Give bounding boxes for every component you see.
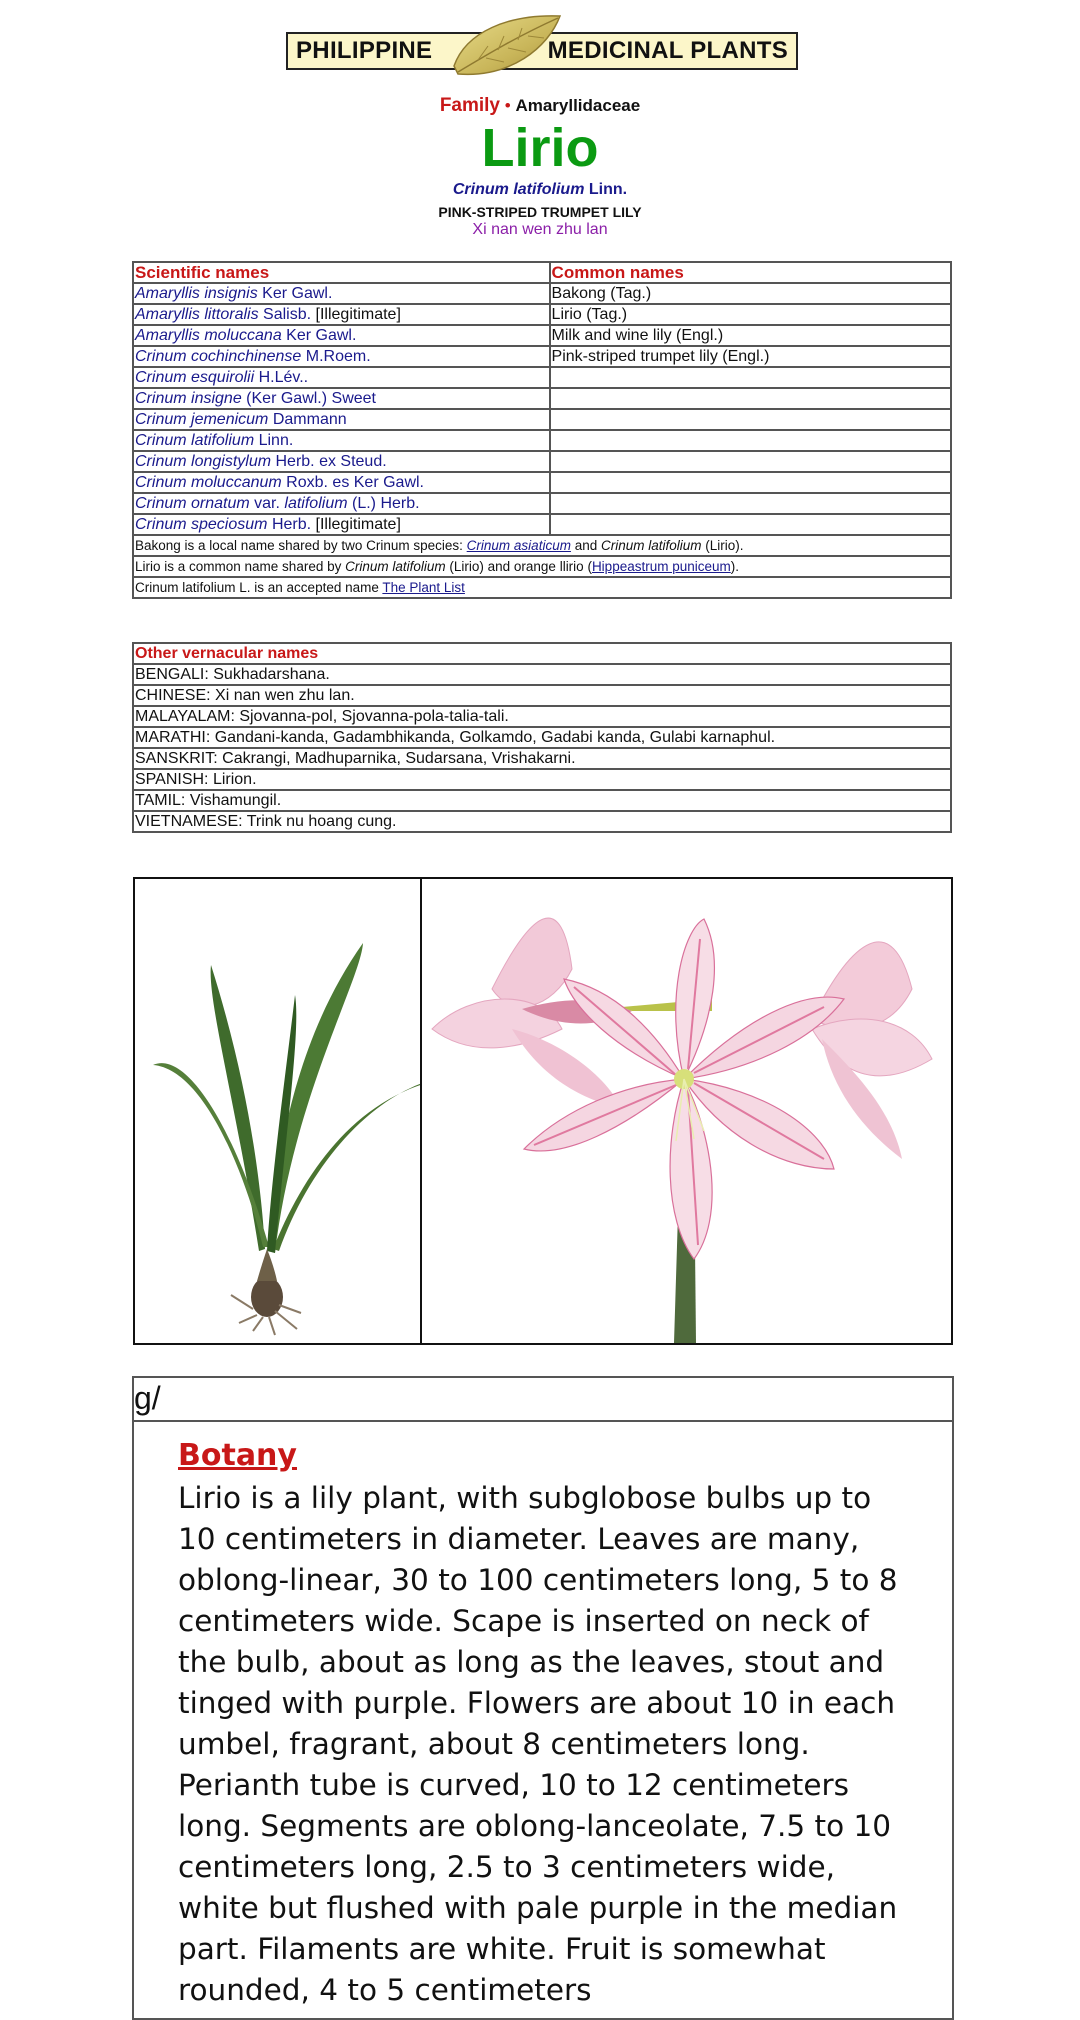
vernacular-name-cell: MALAYALAM: Sjovanna-pol, Sjovanna-pola-talia-tali. <box>133 706 951 727</box>
common-name-cell <box>550 493 951 514</box>
scientific-name-cell <box>133 493 550 514</box>
note-text: and <box>570 538 601 553</box>
scientific-author: Ker Gawl. <box>262 285 333 302</box>
common-name-cell <box>550 367 951 388</box>
vernacular-name-cell: CHINESE: Xi nan wen zhu lan. <box>133 685 951 706</box>
note-text: (Lirio) and orange llirio ( <box>445 559 592 574</box>
note-text: Lirio is a common name shared by <box>135 559 346 574</box>
note-accepted <box>133 577 951 598</box>
scientific-binomial: Crinum moluccanum <box>135 474 282 491</box>
vernacular-row <box>133 706 951 727</box>
vernacular-row <box>133 664 951 685</box>
scientific-binomial: Crinum cochinchinense <box>135 348 302 365</box>
common-name-cell <box>550 472 951 493</box>
vernacular-row <box>133 811 951 832</box>
note-italic: Crinum latifolium <box>600 538 702 553</box>
crinum-asiaticum-link[interactable]: Crinum asiaticum <box>466 538 571 553</box>
names-table-row <box>133 451 951 472</box>
scientific-author: Herb. <box>271 516 312 533</box>
scientific-binomial: Crinum jemenicum <box>135 411 269 428</box>
note-row-bakong <box>133 535 951 556</box>
vernacular-table <box>132 642 952 833</box>
scientific-binomial: Amaryllis moluccana <box>135 327 282 344</box>
names-table-row <box>133 283 951 304</box>
scientific-binomial: Amaryllis littoralis <box>135 306 259 323</box>
illegitimate-tag: [Illegitimate] <box>315 516 401 533</box>
common-name-cell <box>550 430 951 451</box>
page-title: Lirio <box>481 118 599 178</box>
common-name-cell: Pink-striped trumpet lily (Engl.) <box>550 346 951 367</box>
names-table-row <box>133 409 951 430</box>
note-bakong <box>133 535 951 556</box>
vernacular-name-cell: BENGALI: Sukhadarshana. <box>133 664 951 685</box>
scientific-name-cell <box>133 388 550 409</box>
names-table-row <box>133 388 951 409</box>
scientific-name-cell <box>133 514 550 535</box>
scientific-binomial: Crinum speciosum <box>135 516 268 533</box>
note-row-accepted <box>133 577 951 598</box>
common-name-cell <box>550 451 951 472</box>
family-name: Amaryllidaceae <box>515 96 641 115</box>
vernacular-name-cell: SPANISH: Lirion. <box>133 769 951 790</box>
scientific-author: Roxb. es Ker Gawl. <box>286 474 424 491</box>
scientific-name-cell <box>133 304 550 325</box>
the-plant-list-link[interactable]: The Plant List <box>382 580 465 595</box>
site-logo[interactable] <box>286 32 798 70</box>
names-table-row <box>133 304 951 325</box>
plant-whole-photo[interactable] <box>135 879 420 1343</box>
scientific-author: Salisb. <box>263 306 312 323</box>
scientific-binomial: Crinum esquirolii <box>135 369 255 386</box>
names-table-row <box>133 325 951 346</box>
scientific-binomial: Crinum longistylum <box>135 453 272 470</box>
note-text: Crinum latifolium L. is an accepted name <box>135 580 383 595</box>
common-name-cell <box>550 388 951 409</box>
common-name-cell: Bakong (Tag.) <box>550 283 951 304</box>
scientific-author: Ker Gawl. <box>286 327 357 344</box>
plant-photo-frame <box>133 877 953 1345</box>
scientific-name-cell <box>133 430 550 451</box>
logo-text-right: MEDICINAL PLANTS <box>547 37 788 64</box>
scientific-author: Linn. <box>258 432 294 449</box>
names-table-row <box>133 346 951 367</box>
scientific-binomial: Crinum ornatum <box>135 495 250 512</box>
vernacular-row <box>133 685 951 706</box>
note-text: Bakong is a local name shared by two Crinum species: <box>135 538 467 553</box>
scientific-names-header: Scientific names <box>133 262 550 283</box>
note-lirio <box>133 556 951 577</box>
scientific-binomial: Crinum latifolium <box>135 432 255 449</box>
botany-description: Lirio is a lily plant, with subglobose bulbs up to 10 centimeters in diameter. Leaves are many, oblong-linear, 30 to 100 centimeters long, 5 to 8 centimeters wide. Scape is inserted on neck of the bulb, about as long as the leaves, stout and tinged with purple. Flowers are about 10 in each umbel, fragrant, about 8 centimeters long. Perianth tube is curved, 10 to 12 centimeters long. Segments are oblong-lanceolate, 7.5 to 10 centimeters long, 2.5 to 3 centimeters wide, white but flushed with pale purple in the median part. Filaments are white. Fruit is somewhat rounded, 4 to 5 centimeters <box>178 1481 898 2007</box>
family-label: Family <box>439 95 501 116</box>
names-table-row <box>133 514 951 535</box>
logo-text-left: PHILIPPINE <box>296 37 433 64</box>
names-table-header-row <box>133 262 951 283</box>
note-text: ). <box>730 559 740 574</box>
scientific-author: Linn. <box>588 181 628 198</box>
family-line <box>0 95 1080 117</box>
note-text: (Lirio). <box>701 538 744 553</box>
flower-photo[interactable] <box>422 879 949 1343</box>
scientific-name-cell <box>133 283 550 304</box>
scientific-author: M.Roem. <box>305 348 371 365</box>
common-name-cell <box>550 514 951 535</box>
scientific-author: (L.) Herb. <box>352 495 420 512</box>
common-names-header: Common names <box>550 262 951 283</box>
scientific-author: H.Lév.. <box>258 369 309 386</box>
scientific-variety: latifolium <box>284 495 348 512</box>
scientific-binomial: Crinum insigne <box>135 390 242 407</box>
scientific-author: (Ker Gawl.) Sweet <box>246 390 376 407</box>
common-name-cell: Milk and wine lily (Engl.) <box>550 325 951 346</box>
common-english-name: PINK-STRIPED TRUMPET LILY <box>438 204 642 220</box>
names-table-row <box>133 493 951 514</box>
stray-text-box <box>132 1376 954 1422</box>
scientific-name-cell <box>133 325 550 346</box>
scientific-name-cell <box>133 409 550 430</box>
vernacular-row <box>133 790 951 811</box>
scientific-binomial: Amaryllis insignis <box>135 285 258 302</box>
scientific-author: Dammann <box>272 411 347 428</box>
scientific-name-cell <box>133 367 550 388</box>
scientific-name <box>0 181 1080 199</box>
scientific-author: var. <box>254 495 280 512</box>
note-row-lirio <box>133 556 951 577</box>
vernacular-name-cell: VIETNAMESE: Trink nu hoang cung. <box>133 811 951 832</box>
vernacular-header: Other vernacular names <box>133 643 951 664</box>
names-table-row <box>133 367 951 388</box>
family-separator: • <box>504 96 511 115</box>
scientific-author: Herb. ex Steud. <box>275 453 387 470</box>
illegitimate-tag: [Illegitimate] <box>315 306 401 323</box>
note-italic: Crinum latifolium <box>345 559 446 574</box>
scientific-name-cell <box>133 451 550 472</box>
vernacular-row <box>133 748 951 769</box>
scientific-name-cell <box>133 472 550 493</box>
vernacular-name-cell: TAMIL: Vishamungil. <box>133 790 951 811</box>
names-table <box>132 261 952 599</box>
vernacular-header-row <box>133 643 951 664</box>
vernacular-row <box>133 727 951 748</box>
chinese-name: Xi nan wen zhu lan <box>472 221 608 238</box>
vernacular-row <box>133 769 951 790</box>
stray-text: g/ <box>134 1380 161 1416</box>
scientific-binomial: Crinum latifolium <box>452 181 585 198</box>
vernacular-name-cell: MARATHI: Gandani-kanda, Gadambhikanda, Golkamdo, Gadabi kanda, Gulabi karnaphul. <box>133 727 951 748</box>
names-table-row <box>133 430 951 451</box>
vernacular-name-cell: SANSKRIT: Cakrangi, Madhuparnika, Sudarsana, Vrishakarni. <box>133 748 951 769</box>
botany-section <box>132 1418 954 2020</box>
scientific-name-cell <box>133 346 550 367</box>
botany-heading[interactable]: Botany <box>178 1438 297 1473</box>
common-name-cell <box>550 409 951 430</box>
common-name-cell: Lirio (Tag.) <box>550 304 951 325</box>
names-table-row <box>133 472 951 493</box>
hippeastrum-puniceum-link[interactable]: Hippeastrum puniceum <box>591 559 731 574</box>
